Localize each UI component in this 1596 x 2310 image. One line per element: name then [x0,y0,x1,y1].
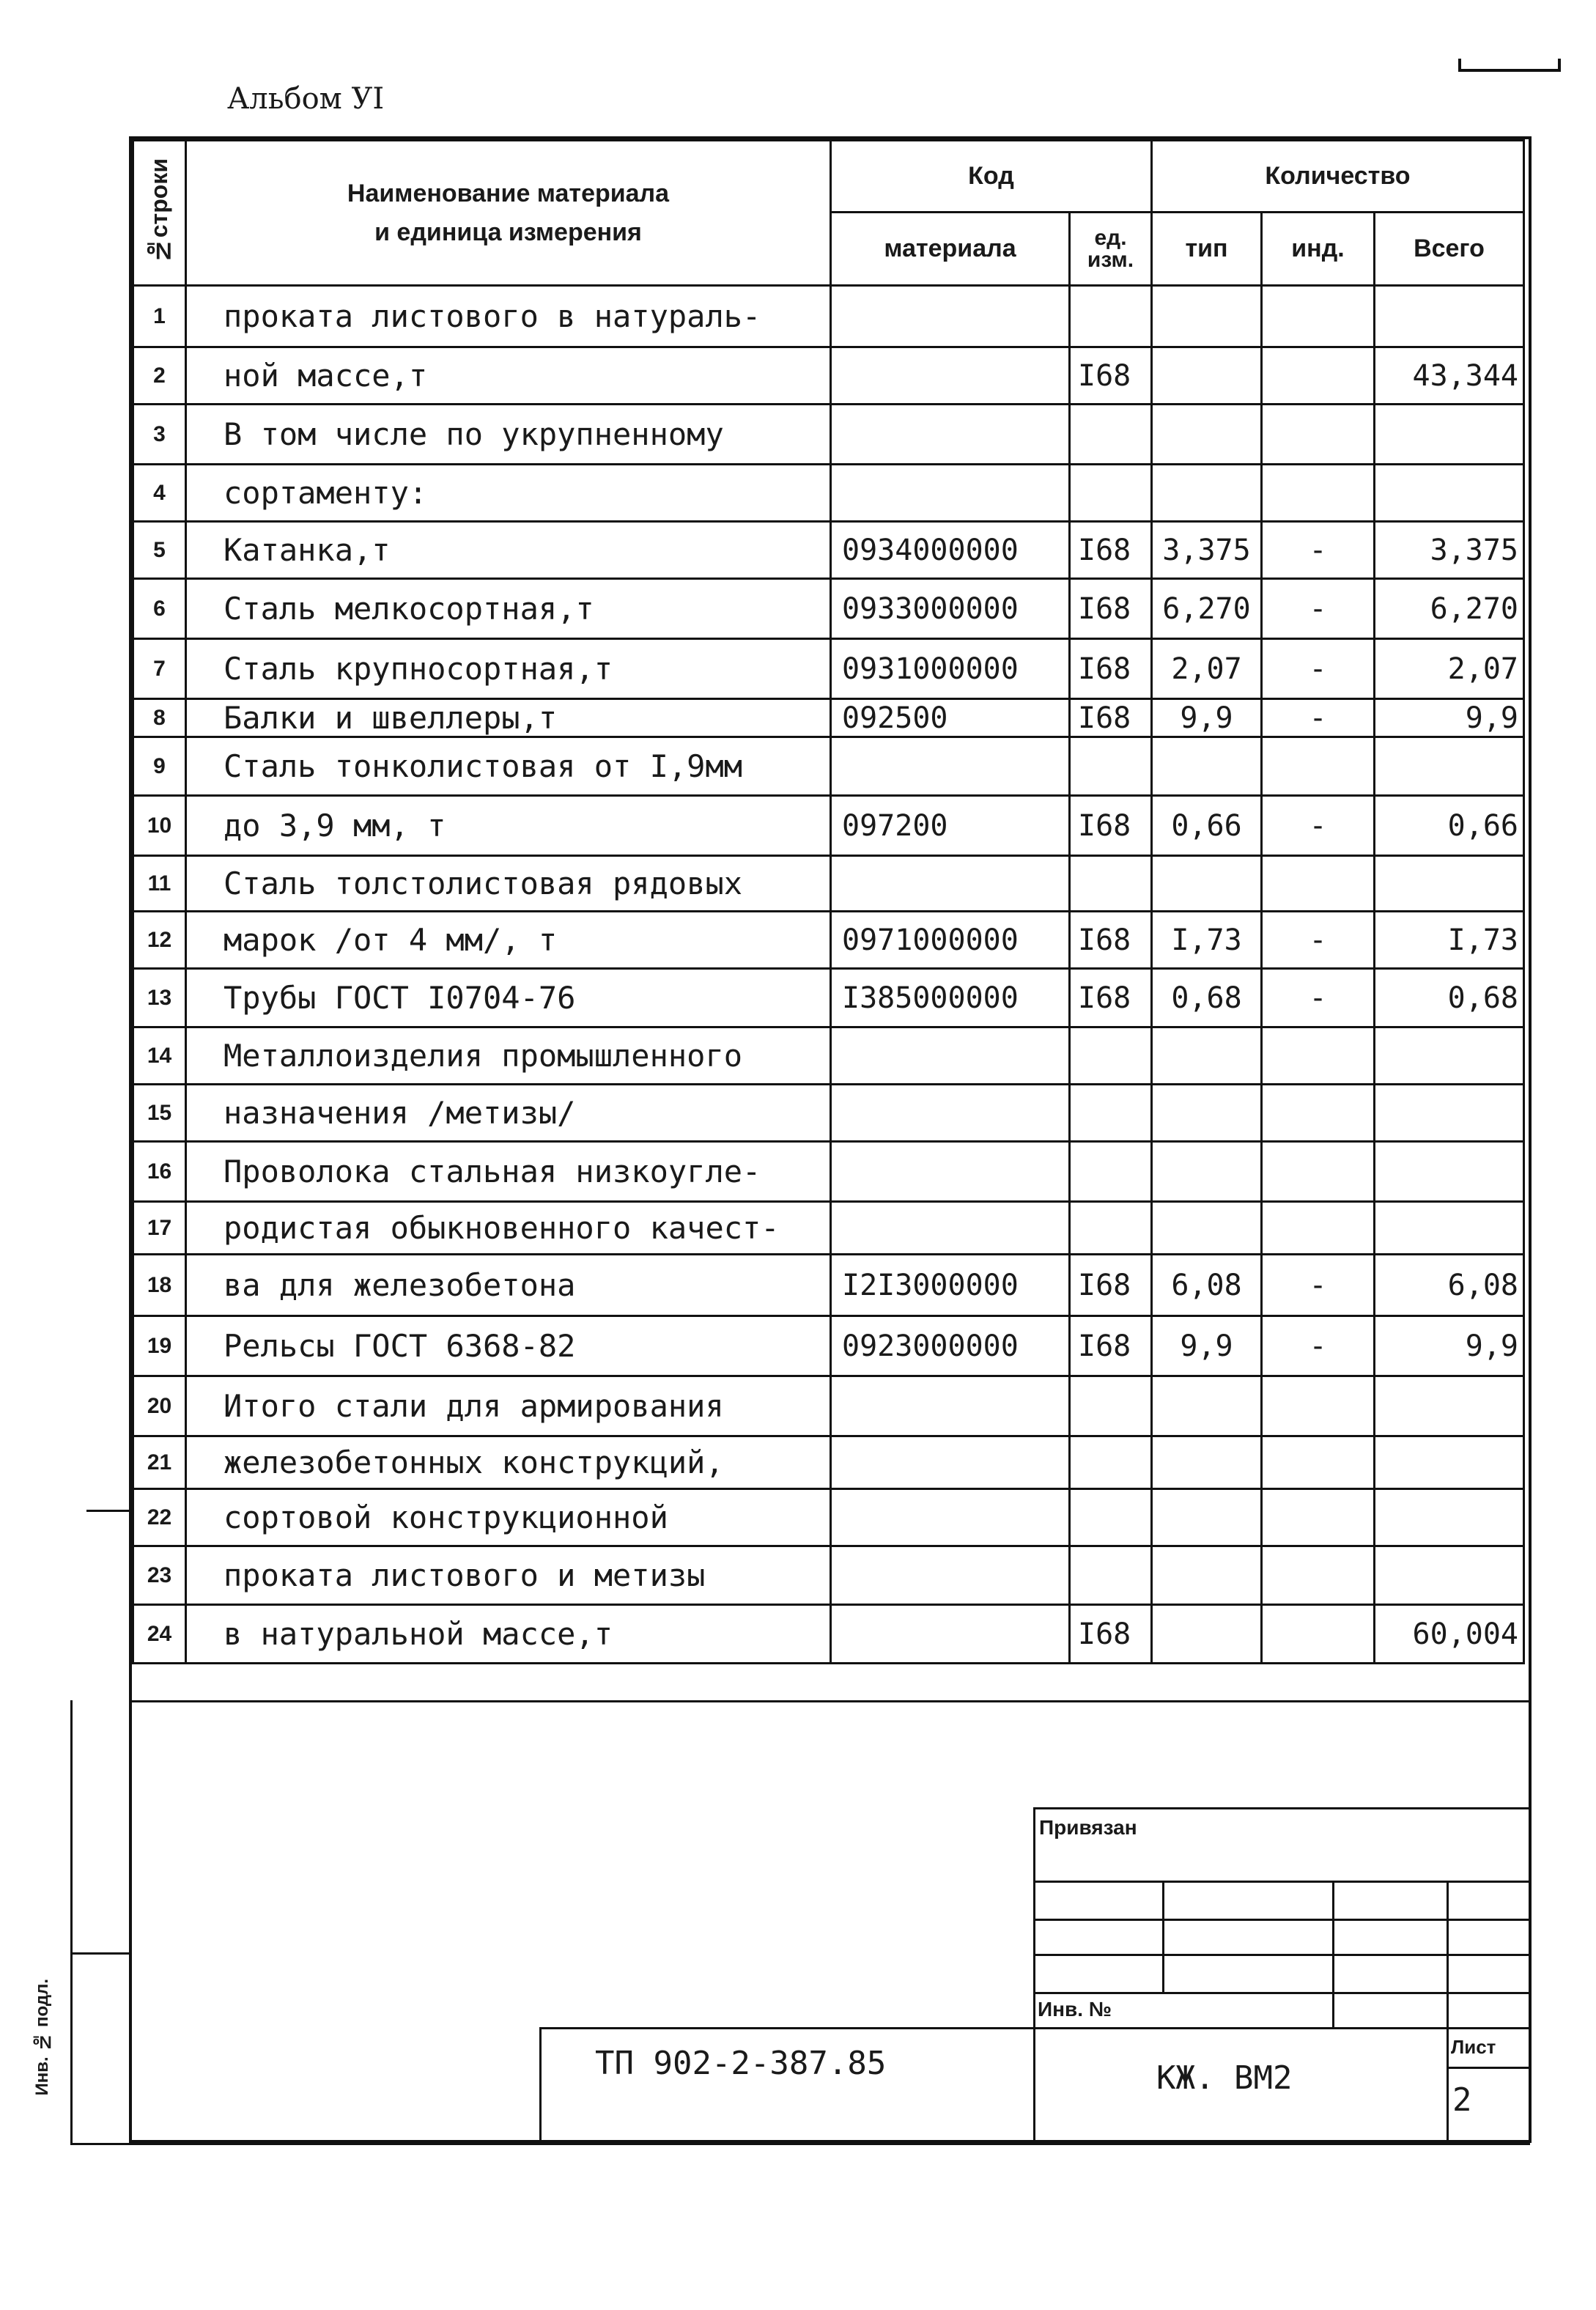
row-total [1375,1436,1524,1489]
row-typ [1152,347,1262,405]
row-name: Проволока стальная низкоугле- [186,1142,831,1202]
row-ind: - [1262,912,1375,969]
stamp-line [1447,2067,1530,2069]
row-ind [1262,347,1375,405]
row-name: Рельсы ГОСТ 6368-82 [186,1316,831,1376]
row-no: 24 [133,1605,186,1664]
row-code: 092500 [831,699,1070,737]
row-typ: 9,9 [1152,699,1262,737]
row-name: железобетонных конструкций, [186,1436,831,1489]
row-code [831,1376,1070,1436]
row-total: 0,66 [1375,796,1524,856]
stamp-line [1332,1881,1334,2027]
row-code: 0934000000 [831,522,1070,579]
row-total: 2,07 [1375,639,1524,699]
row-name: назначения /метизы/ [186,1085,831,1142]
stamp-bound: Привязан [1039,1816,1137,1839]
row-no: 9 [133,737,186,796]
row-unit [1070,856,1152,912]
row-name: Катанка,т [186,522,831,579]
row-code: 0923000000 [831,1316,1070,1376]
row-ind: - [1262,1316,1375,1376]
table-row [133,737,1524,796]
header-total: Всего [1375,213,1524,286]
row-typ [1152,1605,1262,1664]
margin-tick [70,1952,130,1955]
row-code: 0933000000 [831,579,1070,639]
row-unit [1070,465,1152,522]
row-unit [1070,1546,1152,1605]
row-no: 6 [133,579,186,639]
row-no: 8 [133,699,186,737]
row-unit: I68 [1070,639,1152,699]
stamp-top-line [130,1700,1530,1702]
row-code: 0971000000 [831,912,1070,969]
row-total: 6,270 [1375,579,1524,639]
stamp-sheet-code: КЖ. ВМ2 [1156,2059,1293,2097]
row-typ [1152,1546,1262,1605]
margin-inv-label: Инв. № подл. [32,1979,52,2096]
table-row [133,1436,1524,1489]
header-material: материала [831,213,1070,286]
row-typ: 2,07 [1152,639,1262,699]
album-label: Альбом УI [227,82,385,116]
row-ind [1262,465,1375,522]
row-code [831,405,1070,465]
header-name: Наименование материала [347,179,670,207]
row-total [1375,1546,1524,1605]
row-total: 3,375 [1375,522,1524,579]
row-name: Сталь толстолистовая рядовых [186,856,831,912]
row-unit: I68 [1070,1316,1152,1376]
row-typ [1152,1376,1262,1436]
row-name: В том числе по укрупненному [186,405,831,465]
row-typ [1152,856,1262,912]
row-unit: I68 [1070,579,1152,639]
table-row [133,1316,1524,1376]
stamp-doc-code: ТП 902-2-387.85 [595,2045,887,2082]
row-no: 13 [133,969,186,1027]
row-ind [1262,405,1375,465]
margin-line [70,1700,73,2143]
row-ind: - [1262,639,1375,699]
row-ind [1262,1085,1375,1142]
row-name: Сталь крупносортная,т [186,639,831,699]
row-typ: 0,68 [1152,969,1262,1027]
row-no: 15 [133,1085,186,1142]
row-no: 23 [133,1546,186,1605]
row-unit [1070,405,1152,465]
row-ind [1262,1202,1375,1255]
row-total [1375,465,1524,522]
row-unit [1070,1376,1152,1436]
row-ind: - [1262,969,1375,1027]
row-unit [1070,1085,1152,1142]
table-row [133,1202,1524,1255]
row-typ [1152,1142,1262,1202]
row-no: 19 [133,1316,186,1376]
table-row [133,465,1524,522]
stamp-sheet-label: Лист [1451,2036,1496,2058]
row-total [1375,286,1524,347]
table-row [133,699,1524,737]
stamp-line [539,2027,542,2143]
row-total [1375,405,1524,465]
row-typ: 6,270 [1152,579,1262,639]
row-code [831,1142,1070,1202]
header-name-unit: и единица измерения [374,218,642,246]
row-typ [1152,465,1262,522]
row-unit: I68 [1070,522,1152,579]
row-no: 7 [133,639,186,699]
row-ind [1262,1027,1375,1085]
header-code: Код [831,141,1152,213]
row-typ: 0,66 [1152,796,1262,856]
row-total [1375,1085,1524,1142]
row-total: 6,08 [1375,1255,1524,1316]
stamp-line [1447,1881,1449,2143]
row-unit [1070,737,1152,796]
row-no: 2 [133,347,186,405]
row-total [1375,1376,1524,1436]
row-no: 4 [133,465,186,522]
row-name: марок /от 4 мм/, т [186,912,831,969]
row-typ [1152,737,1262,796]
row-name: ной массе,т [186,347,831,405]
row-code [831,1436,1070,1489]
row-ind [1262,1546,1375,1605]
table-row [133,1085,1524,1142]
row-code: I385000000 [831,969,1070,1027]
row-total: 60,004 [1375,1605,1524,1664]
row-typ [1152,1027,1262,1085]
row-name: родистая обыкновенного качест- [186,1202,831,1255]
header-row-no-cell [133,141,186,286]
table-row [133,796,1524,856]
row-typ [1152,1085,1262,1142]
row-unit [1070,286,1152,347]
row-no: 21 [133,1436,186,1489]
corner-mark-left [1458,59,1461,72]
margin-bottom-line [70,2143,1530,2145]
row-unit [1070,1436,1152,1489]
table-row [133,522,1524,579]
row-name: Балки и швеллеры,т [186,699,831,737]
corner-mark-right [1558,59,1561,72]
row-ind: - [1262,796,1375,856]
row-ind [1262,1489,1375,1546]
row-ind [1262,1142,1375,1202]
row-total [1375,1027,1524,1085]
row-ind [1262,286,1375,347]
row-ind: - [1262,522,1375,579]
table-row [133,1605,1524,1664]
row-unit: I68 [1070,347,1152,405]
table-row [133,579,1524,639]
table-row [133,1546,1524,1605]
stamp-line [1033,1954,1530,1956]
row-code [831,1546,1070,1605]
row-name: проката листового в натураль- [186,286,831,347]
row-code [831,1605,1070,1664]
table-row [133,912,1524,969]
row-no: 5 [133,522,186,579]
stamp-line [1033,1807,1035,2143]
row-total [1375,856,1524,912]
row-no: 14 [133,1027,186,1085]
row-no: 22 [133,1489,186,1546]
row-total: 43,344 [1375,347,1524,405]
row-name: Металлоизделия промышленного [186,1027,831,1085]
header-ind: инд. [1262,213,1375,286]
row-name: Итого стали для армирования [186,1376,831,1436]
row-ind: - [1262,1255,1375,1316]
stamp-line [539,2027,1530,2029]
row-typ [1152,1489,1262,1546]
row-typ: 6,08 [1152,1255,1262,1316]
row-unit: I68 [1070,1605,1152,1664]
row-no: 20 [133,1376,186,1436]
table-row [133,639,1524,699]
materials-table [132,139,1525,1664]
row-typ: I,73 [1152,912,1262,969]
row-typ [1152,1436,1262,1489]
row-unit: I68 [1070,1255,1152,1316]
row-name: ва для железобетона [186,1255,831,1316]
row-no: 16 [133,1142,186,1202]
row-code: 0931000000 [831,639,1070,699]
row-code [831,1085,1070,1142]
row-unit: I68 [1070,699,1152,737]
row-name: сортаменту: [186,465,831,522]
table-row [133,347,1524,405]
row-unit: I68 [1070,912,1152,969]
row-name: до 3,9 мм, т [186,796,831,856]
row-unit [1070,1142,1152,1202]
row-ind [1262,1605,1375,1664]
corner-mark [1458,69,1561,72]
row-ind [1262,1376,1375,1436]
row-ind: - [1262,579,1375,639]
row-no: 10 [133,796,186,856]
table-row [133,405,1524,465]
row-name: Трубы ГОСТ I0704-76 [186,969,831,1027]
table-row [133,1489,1524,1546]
header-row-no: №строки [146,158,172,265]
row-code [831,1027,1070,1085]
row-name: Сталь мелкосортная,т [186,579,831,639]
row-code [831,856,1070,912]
header-quantity: Количество [1152,141,1524,213]
row-code: I2I3000000 [831,1255,1070,1316]
table-row [133,856,1524,912]
row-unit: I68 [1070,969,1152,1027]
margin-tick [86,1510,130,1512]
stamp-line [1162,1881,1164,1992]
row-total: 9,9 [1375,699,1524,737]
row-name: проката листового и метизы [186,1546,831,1605]
row-code [831,1202,1070,1255]
table-row [133,1142,1524,1202]
table-row [133,1376,1524,1436]
stamp-line [1033,1919,1530,1921]
row-typ [1152,286,1262,347]
row-total [1375,1142,1524,1202]
row-unit [1070,1202,1152,1255]
row-typ [1152,405,1262,465]
row-no: 1 [133,286,186,347]
stamp-sheet-no: 2 [1452,2081,1472,2119]
row-no: 11 [133,856,186,912]
row-name: в натуральной массе,т [186,1605,831,1664]
row-no: 3 [133,405,186,465]
row-ind: - [1262,699,1375,737]
row-total: 0,68 [1375,969,1524,1027]
row-typ [1152,1202,1262,1255]
header-unit: ед. изм. [1070,213,1152,286]
row-code [831,1489,1070,1546]
row-total [1375,737,1524,796]
row-code [831,737,1070,796]
header-typ: тип [1152,213,1262,286]
row-code [831,347,1070,405]
row-total [1375,1202,1524,1255]
row-no: 17 [133,1202,186,1255]
row-no: 12 [133,912,186,969]
stamp-line [1033,1881,1530,1883]
row-unit [1070,1027,1152,1085]
sheet-right-border [1529,136,1532,2143]
row-unit [1070,1489,1152,1546]
stamp-inv-no: Инв. № [1038,1998,1112,2021]
row-total: 9,9 [1375,1316,1524,1376]
row-ind [1262,1436,1375,1489]
table-row [133,286,1524,347]
row-typ: 9,9 [1152,1316,1262,1376]
row-total [1375,1489,1524,1546]
row-unit: I68 [1070,796,1152,856]
row-typ: 3,375 [1152,522,1262,579]
table-row [133,1027,1524,1085]
stamp-line [1033,1807,1530,1809]
row-name: Сталь тонколистовая от I,9мм [186,737,831,796]
header-name-cell [186,141,831,286]
table-row [133,969,1524,1027]
row-ind [1262,737,1375,796]
row-total: I,73 [1375,912,1524,969]
row-code [831,286,1070,347]
row-no: 18 [133,1255,186,1316]
stamp-line [1033,1992,1530,1994]
row-name: сортовой конструкционной [186,1489,831,1546]
row-code [831,465,1070,522]
row-code: 097200 [831,796,1070,856]
row-ind [1262,856,1375,912]
table-row [133,1255,1524,1316]
